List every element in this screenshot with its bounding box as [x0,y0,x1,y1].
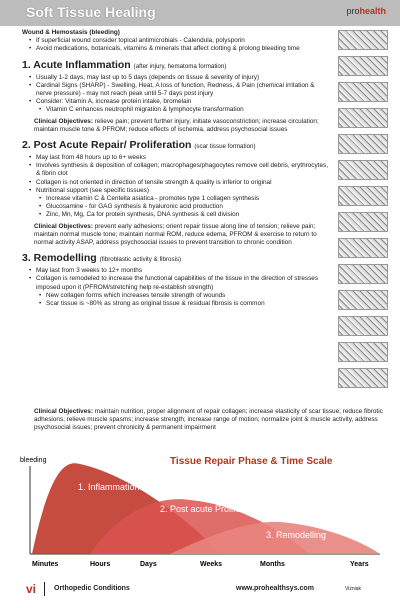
tick-label: Weeks [200,561,223,568]
section-1-heading: 1. Acute Inflammation (after injury, hematoma formation) [22,58,227,71]
tissue-repair-graph [20,450,390,575]
tick-label: Hours [90,561,111,568]
section-2-heading: 2. Post Acute Repair/ Proliferation (scar tissue formation) [22,139,256,152]
list-item: • Cardinal Signs (SHARP) - Swelling, Heat, A loss of function, Redness, & Pain (chemical irritation & nerve pressure) - may not reach peak until 5-7 days post injury [36,82,332,98]
list-item: • Collagen is remodeled to increase the functional capabilities of the tissue in the direction of stresses imposed upon it (PFROM/stretching help re-establish strength) [36,275,332,291]
page-number: vi [26,582,37,596]
tick-label: Minutes [32,561,59,568]
list-item: • Avoid medications, botanicals, vitamins & minerals that affect clotting & prolong bleeding time [36,45,332,53]
tissue-illustrations [338,30,388,394]
graph-title: Tissue Repair Phase & Time Scale [170,456,333,467]
list-item: • Glucosamine - for GAG synthesis & hyaluronic acid production [46,203,332,211]
list-item: • New collagen forms which increases tensile strength of wounds [46,292,332,300]
list-item: • Involves synthesis & deposition of collagen; macrophages/phagocytes remove cell debris, erythrocytes, & fibrin clot [36,162,332,178]
section-2-list [22,154,332,220]
list-item: • May last from 48 hours up to 6+ weeks [36,154,332,162]
tissue-image [338,368,388,388]
graph-ylabel: bleeding [20,457,47,464]
list-item: • Consider: Vitamin A, increase protein intake, bromelain [36,98,332,106]
prohealth-logo: prohealth [346,6,386,16]
tissue-image [338,186,388,206]
wound-title: Wound & Hemostasis (bleeding) [22,29,120,36]
page-header [0,0,400,26]
divider [44,582,45,596]
section-2-objectives: Clinical Objectives: prevent early adhesions; orient repair tissue along line of tension; relieve pain; maintain normal muscle tone; maintain normal ROM, reduce edema, PFROM & exercise to return to normal activity ASAP, address psychosocial issues to prevent transition to chronic condition [34,222,317,247]
tissue-image [338,290,388,310]
page-title: Soft Tissue Healing [26,4,156,20]
tissue-image [338,238,388,258]
tissue-image [338,342,388,362]
list-item: • Increase vitamin C & Centella asiatica - promotes type 1 collagen synthesis [46,195,332,203]
tick-label: Months [260,561,285,568]
tissue-image [338,30,388,50]
list-item: • Usually 1-2 days, may last up to 5 days (depends on tissue & severity of injury) [36,74,332,82]
phase-1-label: 1. Inflammation [78,482,140,492]
author-name: Vizniak [345,586,362,592]
section-3-objectives: Clinical Objectives: maintain nutrition, proper alignment of repair collagen; increase elasticity of scar tissue; reduce fibrotic adhesions; relieve muscle spasms; increase strength; increase range of motion; normalize joint & muscle activity, address psychosocial issues; prevent chronicity & permanent impairment [34,408,383,432]
tissue-image [338,316,388,336]
list-item: • If superficial wound consider topical antimicrobials - Calendula, polysporin [36,37,332,45]
page-footer [0,578,400,602]
list-item: • Collagen is not oriented in direction of tensile strength & quality is inferior to original [36,179,332,187]
section-3-list [22,267,332,308]
list-item: • Scar tissue is ~80% as strong as original tissue & residual fibrosis is common [46,300,332,308]
list-item: • Vitamin C enhances neutrophil migration & lymphocyte transformation [46,106,332,114]
tissue-image [338,212,388,232]
list-item: • Nutritional support (see specific tissues) [36,187,332,195]
list-item: • May last from 3 weeks to 12+ months [36,267,332,275]
tissue-image [338,134,388,154]
wound-list [22,37,332,53]
tick-label: Years [350,561,369,568]
list-item: • Zinc, Mn, Mg, Ca for protein synthesis, DNA synthesis & cell division [46,211,332,219]
tissue-image [338,264,388,284]
section-3-heading: 3. Remodelling (fibroblastic activity & fibrosis) [22,252,182,265]
phase-2-label: 2. Post acute Proliferation [160,504,264,514]
tissue-image [338,56,388,76]
tissue-image [338,160,388,180]
section-1-list [22,74,332,115]
tick-label: Days [140,561,157,568]
website-url: www.prohealthsys.com [236,585,314,592]
main-content [22,29,332,308]
tissue-image [338,108,388,128]
section-1-objectives: Clinical Objectives: relieve pain; prevent further injury, initiate vasoconstriction; increase circulation; maintain muscle tone & PFROM; reduce effects of ischemia, address psychosocial issues [34,117,319,133]
tissue-image [338,82,388,102]
phase-3-label: 3. Remodelling [266,530,327,540]
section-name: Orthopedic Conditions [54,585,130,592]
